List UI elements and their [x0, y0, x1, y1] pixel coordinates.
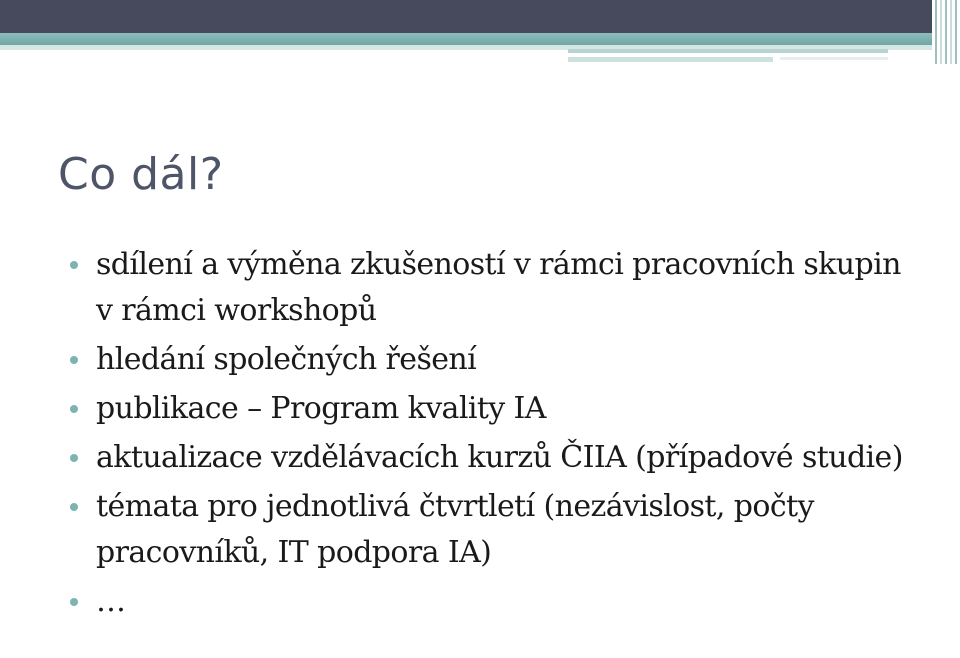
bullet-item — [70, 242, 920, 334]
bullet-marker-icon — [70, 261, 78, 269]
bullet-text: sdílení a výměna zkušeností v rámci pracovních skupin v rámci workshopů — [96, 247, 901, 328]
bullet-marker-icon — [70, 356, 78, 364]
bullet-list — [70, 242, 920, 628]
header-accent-line — [780, 57, 888, 60]
bullet-marker-icon — [70, 405, 78, 413]
bullet-text: aktualizace vzdělávacích kurzů ČIIA (případové studie) — [96, 440, 903, 475]
header-stripes — [932, 0, 960, 64]
bullet-item — [70, 579, 920, 625]
bullet-item — [70, 484, 920, 576]
bullet-item — [70, 337, 920, 383]
bullet-marker-icon — [70, 503, 78, 511]
bullet-text: … — [96, 584, 126, 619]
bullet-text: publikace – Program kvality IA — [96, 391, 546, 426]
bullet-item — [70, 435, 920, 481]
slide-title: Co dál? — [58, 149, 224, 200]
header-accent-line — [568, 57, 773, 62]
bullet-text: hledání společných řešení — [96, 342, 477, 377]
header-accent-line — [568, 49, 888, 53]
bullet-text: témata pro jednotlivá čtvrtletí (nezávislost, počty pracovníků, IT podpora IA) — [96, 489, 814, 570]
header-band-teal — [0, 33, 960, 45]
bullet-item — [70, 386, 920, 432]
header-band-dark — [0, 0, 960, 33]
bullet-marker-icon — [70, 598, 78, 606]
bullet-marker-icon — [70, 454, 78, 462]
